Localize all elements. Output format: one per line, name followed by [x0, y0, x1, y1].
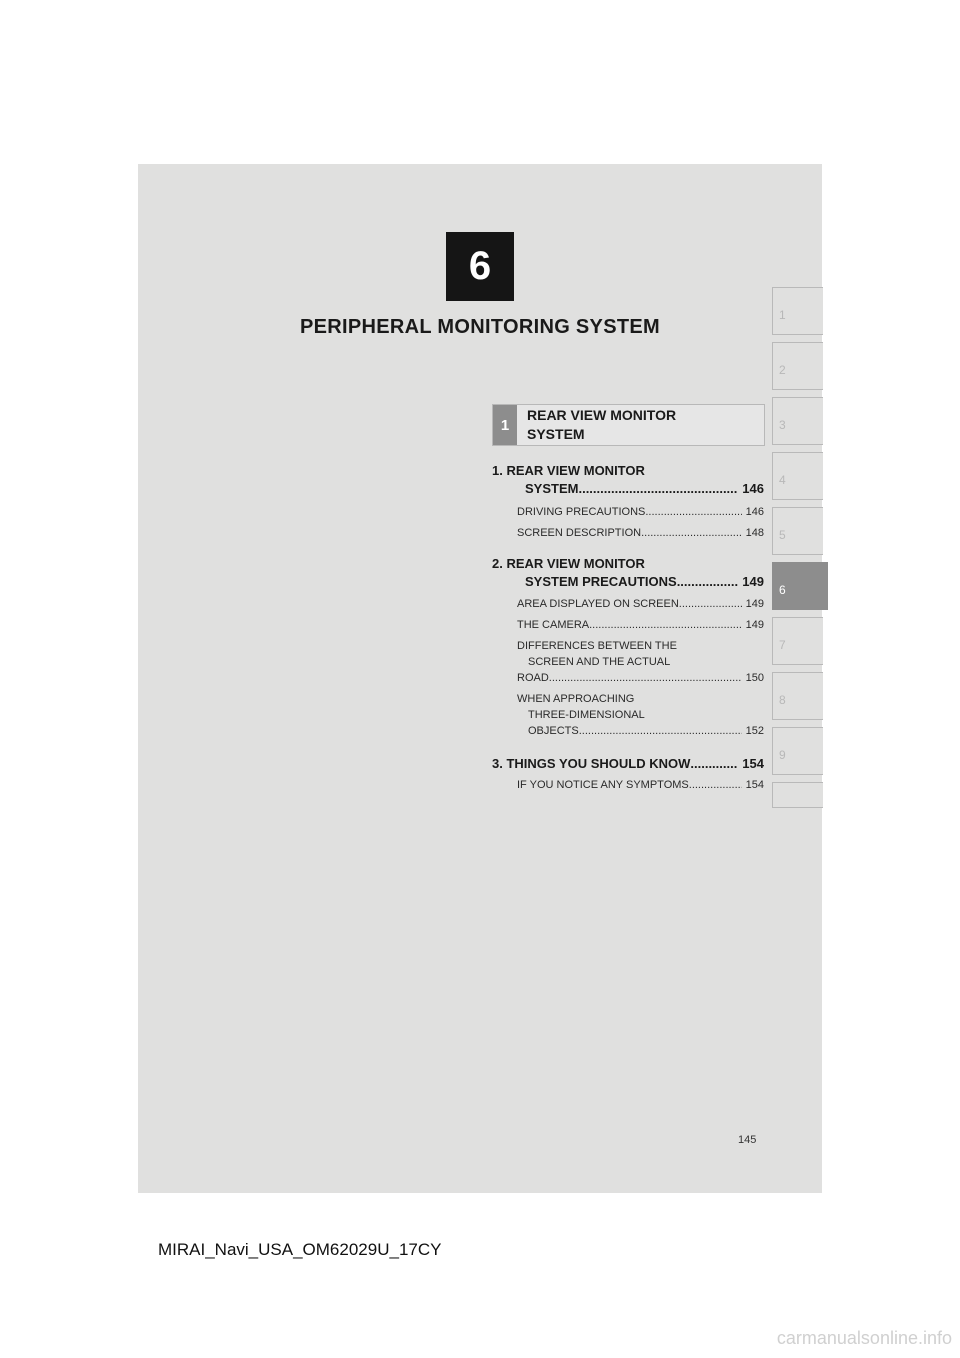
side-tab-2[interactable]: 2 — [772, 342, 823, 390]
toc-sub-entry[interactable]: DRIVING PRECAUTIONS ..... 146 — [517, 504, 764, 525]
toc-entry-3[interactable]: 3. THINGS YOU SHOULD KNOW ..... 154 — [492, 755, 764, 773]
page-number: 145 — [738, 1134, 757, 1146]
toc-sub-entry[interactable]: IF YOU NOTICE ANY SYMPTOMS ..... 154 — [517, 777, 764, 793]
footer-code: MIRAI_Navi_USA_OM62029U_17CY — [158, 1240, 442, 1259]
side-tab-blank — [772, 782, 823, 808]
toc-page: 149 — [742, 574, 764, 589]
toc-sub-list-2 — [517, 596, 764, 739]
toc-sub-entry[interactable]: WHEN APPROACHING THREE-DIMENSIONAL OBJECTS ..... 152 — [517, 691, 764, 739]
toc-sub-list-1 — [517, 504, 764, 541]
toc-page: 146 — [742, 481, 764, 496]
toc-sub-entry[interactable]: AREA DISPLAYED ON SCREEN ..... 149 — [517, 596, 764, 617]
side-tab-6-active[interactable]: 6 — [772, 562, 828, 610]
toc-entry-1[interactable]: 1. REAR VIEW MONITOR SYSTEM ..... 146 — [492, 462, 764, 498]
toc-sub-entry[interactable]: SCREEN DESCRIPTION ..... 148 — [517, 525, 764, 541]
watermark: carmanualsonline.info — [776, 1328, 952, 1348]
toc-sub-entry[interactable]: THE CAMERA ..... 149 — [517, 617, 764, 638]
side-tab-9[interactable]: 9 — [772, 727, 823, 775]
side-tab-3[interactable]: 3 — [772, 397, 823, 445]
chapter-title: PERIPHERAL MONITORING SYSTEM — [300, 316, 660, 338]
chapter-number: 6 — [468, 244, 492, 288]
toc-entry-2[interactable]: 2. REAR VIEW MONITOR SYSTEM PRECAUTIONS ..... 149 — [492, 555, 764, 591]
side-tab-1[interactable]: 1 — [772, 287, 823, 335]
side-tab-7[interactable]: 7 — [772, 617, 823, 665]
side-tab-5[interactable]: 5 — [772, 507, 823, 555]
side-tab-8[interactable]: 8 — [772, 672, 823, 720]
section-number: 1 — [493, 405, 517, 445]
section-header — [492, 404, 765, 446]
section-title: REAR VIEW MONITOR SYSTEM — [527, 407, 677, 442]
chapter-number-box — [446, 232, 514, 301]
toc-sub-entry[interactable]: DIFFERENCES BETWEEN THE SCREEN AND THE ACTUAL ROAD ..... 150 — [517, 638, 764, 691]
side-tab-4[interactable]: 4 — [772, 452, 823, 500]
toc-sub-list-3 — [517, 777, 764, 793]
toc-page: 154 — [742, 756, 764, 771]
